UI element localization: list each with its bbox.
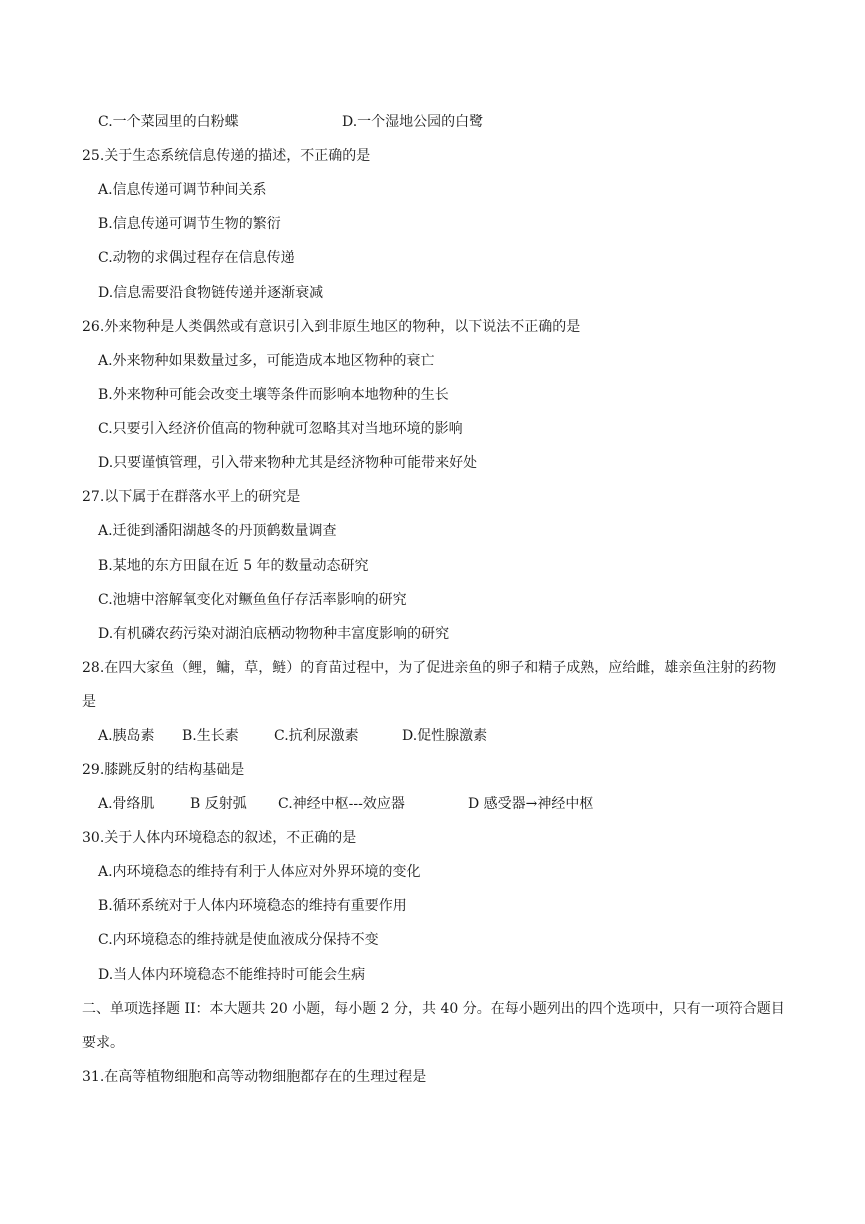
- question-27-stem: 27.以下属于在群落水平上的研究是: [82, 489, 301, 505]
- question-28-option-b: B.生长素: [182, 728, 239, 744]
- question-30-option-a: A.内环境稳态的维持有利于人体应对外界环境的变化: [98, 864, 421, 880]
- question-27-option-d: D.有机磷农药污染对湖泊底栖动物物种丰富度影响的研究: [98, 626, 450, 642]
- option-c: C.一个菜园里的白粉蝶: [98, 114, 239, 130]
- question-26-option-c: C.只要引入经济价值高的物种就可忽略其对当地环境的影响: [98, 421, 463, 437]
- question-25-option-a: A.信息传递可调节种间关系: [98, 182, 267, 198]
- question-30-stem: 30.关于人体内环境稳态的叙述，不正确的是: [82, 830, 357, 846]
- question-26-option-a: A.外来物种如果数量过多，可能造成本地区物种的衰亡: [98, 353, 435, 369]
- question-26-option-d: D.只要谨慎管理，引入带来物种尤其是经济物种可能带来好处: [98, 455, 478, 471]
- question-28-option-a: A.胰岛素: [98, 728, 155, 744]
- question-27-option-a: A.迁徙到潘阳湖越冬的丹顶鹤数量调查: [98, 523, 337, 539]
- question-30-option-c: C.内环境稳态的维持就是使血液成分保持不变: [98, 932, 379, 948]
- question-26-stem: 26.外来物种是人类偶然或有意识引入到非原生地区的物种，以下说法不正确的是: [82, 319, 581, 335]
- question-26-option-b: B.外来物种可能会改变土壤等条件而影响本地物种的生长: [98, 387, 449, 403]
- section-2-heading: 二、单项选择题 II：本大题共 20 小题，每小题 2 分，共 40 分。在每小题列出的四个选项中，只有一项符合题目要求。: [82, 1001, 785, 1051]
- question-25-option-c: C.动物的求偶过程存在信息传递: [98, 250, 295, 266]
- question-29-option-b: B 反射弧: [190, 796, 247, 812]
- question-27-option-b: B.某地的东方田鼠在近 5 年的数量动态研究: [98, 558, 369, 574]
- question-25-option-b: B.信息传递可调节生物的繁衍: [98, 216, 281, 232]
- question-27-option-c: C.池塘中溶解氧变化对鳜鱼鱼仔存活率影响的研究: [98, 592, 407, 608]
- question-28-stem: 28.在四大家鱼（鲤，鳙，草，鲢）的育苗过程中，为了促进亲鱼的卵子和精子成熟，应给雌，雄亲鱼注射的药物是: [82, 660, 777, 710]
- question-29-option-d: D 感受器→神经中枢: [468, 796, 594, 812]
- question-25-option-d: D.信息需要沿食物链传递并逐渐衰减: [98, 285, 324, 301]
- question-30-option-d: D.当人体内环境稳态不能维持时可能会生病: [98, 967, 366, 983]
- question-25-stem: 25.关于生态系统信息传递的描述，不正确的是: [82, 148, 371, 164]
- option-d: D.一个湿地公园的白鹭: [342, 114, 484, 130]
- question-29-option-a: A.骨络肌: [98, 796, 155, 812]
- question-28-option-d: D.促性腺激素: [402, 728, 488, 744]
- question-30-option-b: B.循环系统对于人体内环境稳态的维持有重要作用: [98, 898, 407, 914]
- question-29-option-c: C.神经中枢---效应器: [278, 796, 405, 812]
- question-28-option-c: C.抗利尿激素: [274, 728, 359, 744]
- question-29-stem: 29.膝跳反射的结构基础是: [82, 762, 245, 778]
- question-31-stem: 31.在高等植物细胞和高等动物细胞都存在的生理过程是: [82, 1069, 427, 1085]
